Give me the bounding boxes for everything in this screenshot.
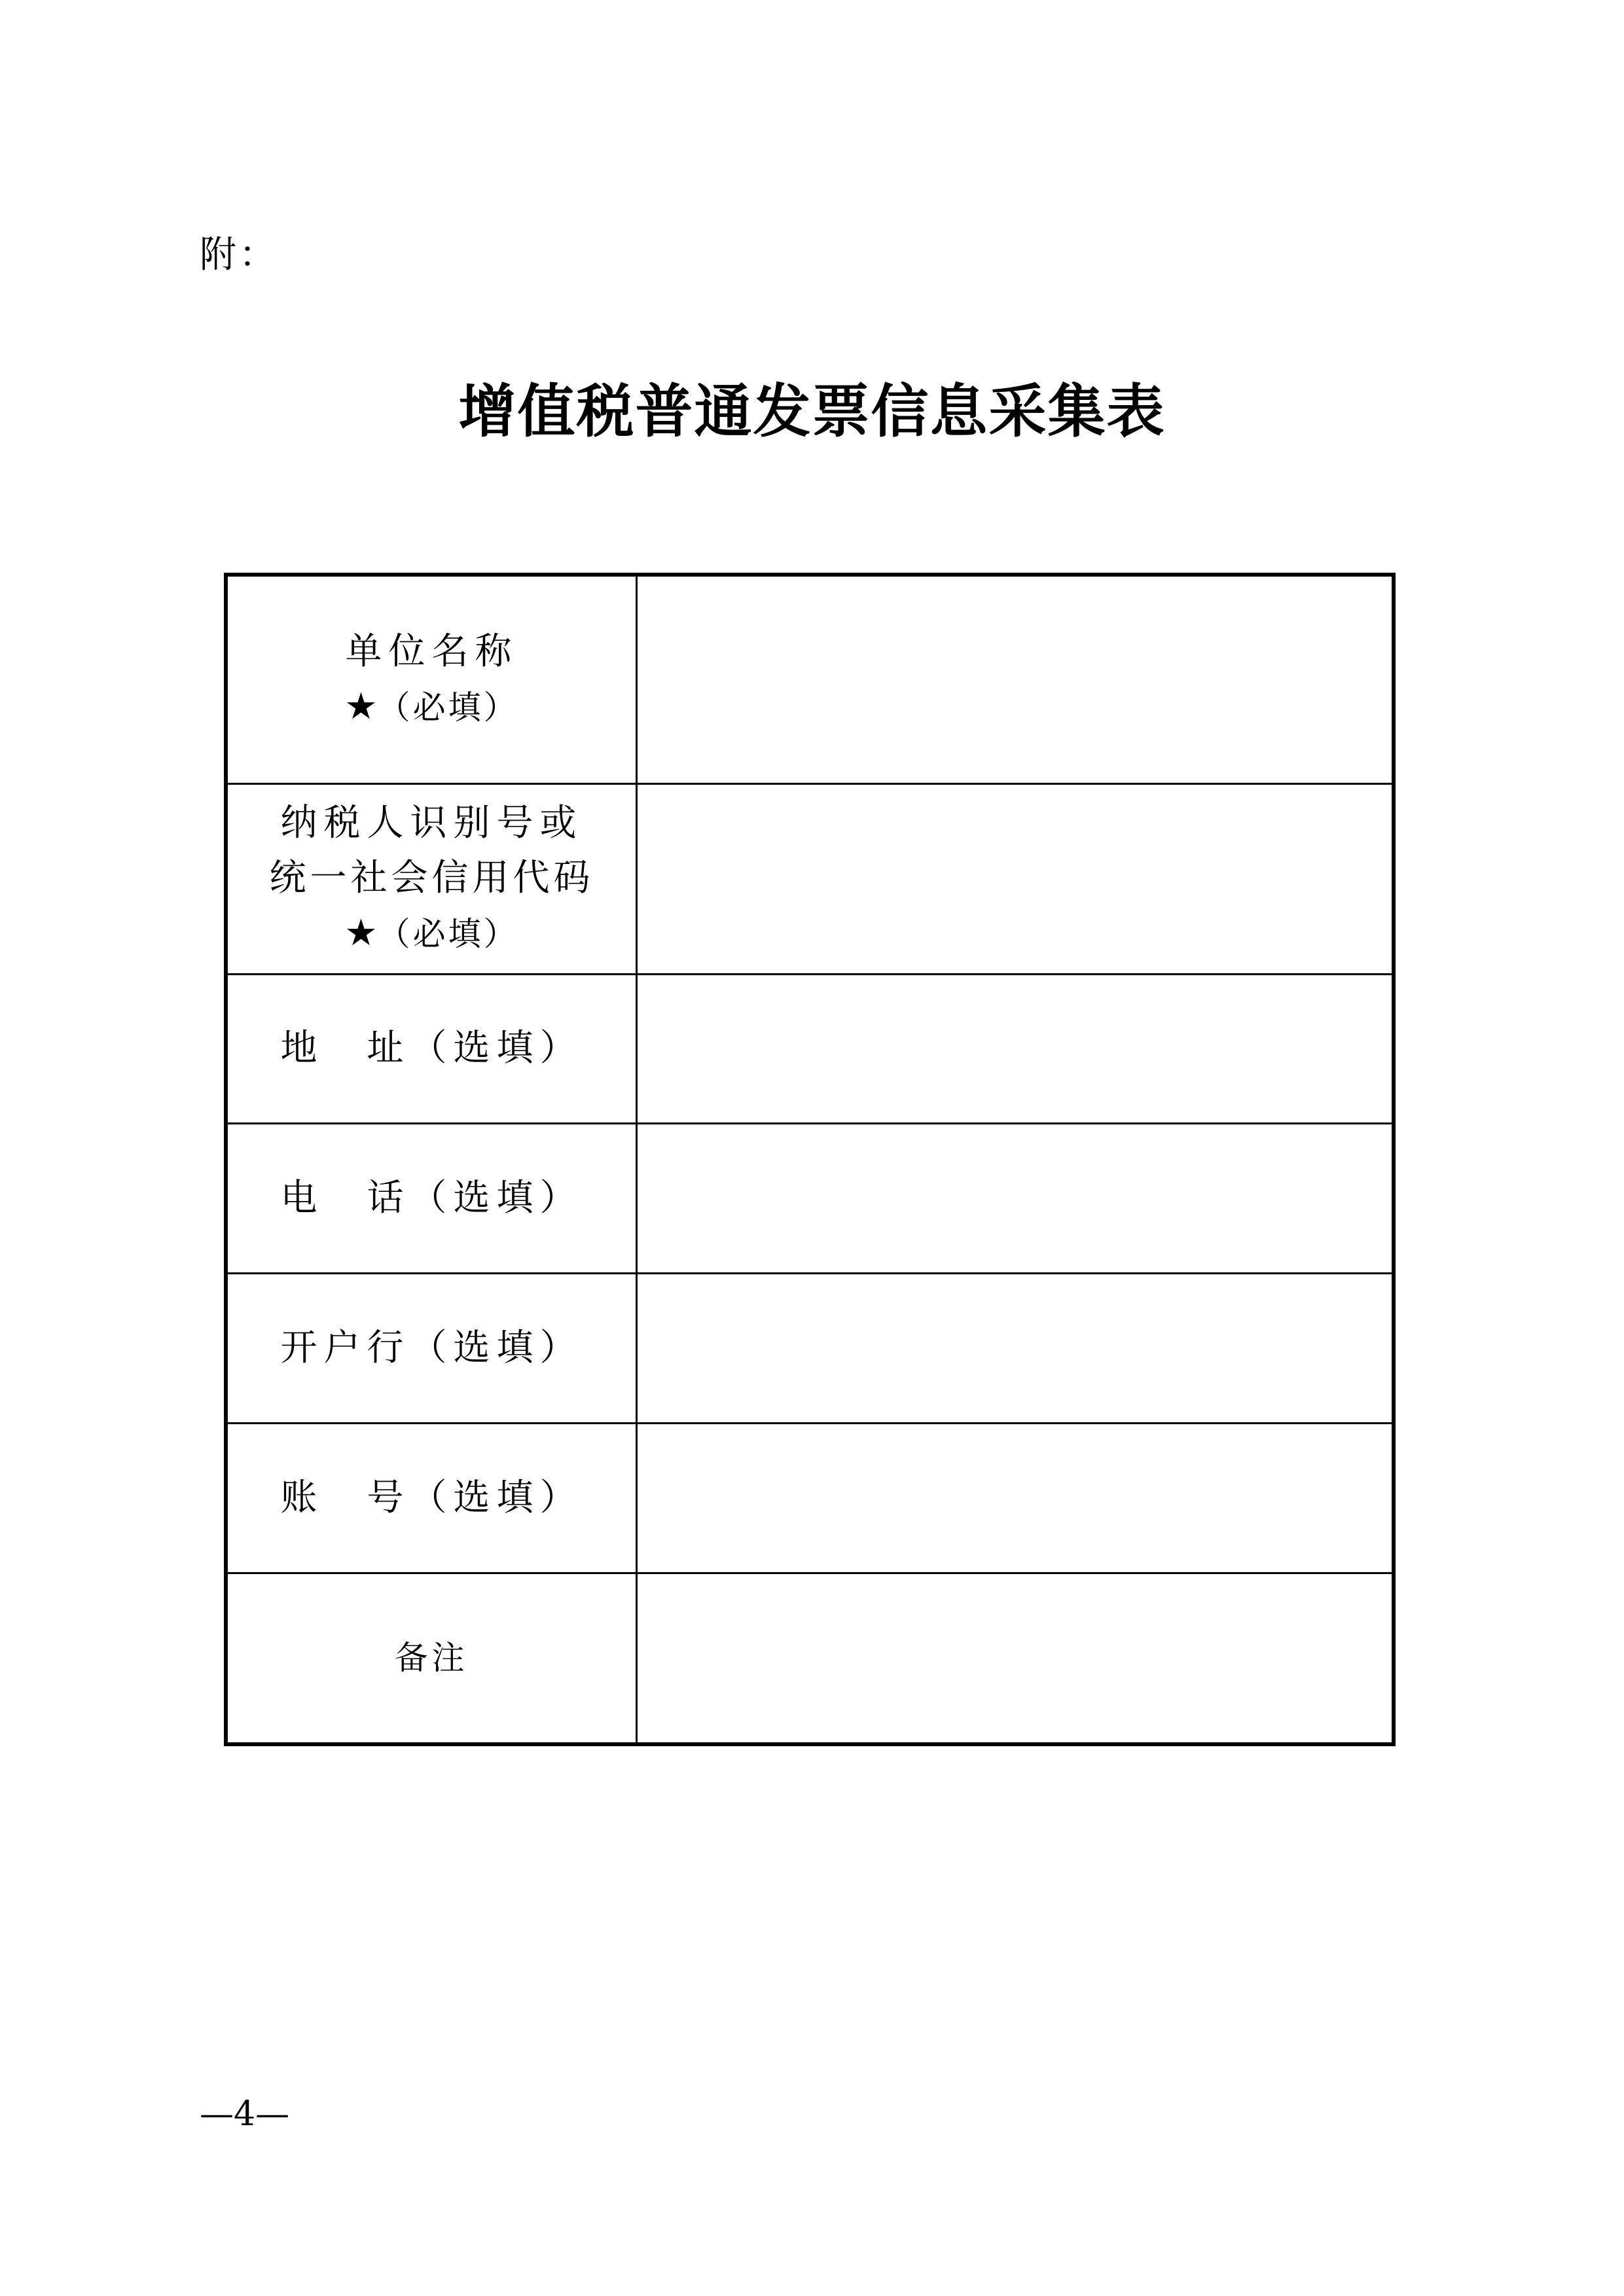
attachment-label: 附：: [200, 234, 278, 276]
required-marker: [228, 906, 636, 961]
invoice-info-table: [224, 573, 1396, 1746]
label-text: 单位名称: [345, 630, 518, 673]
required-marker: [228, 679, 636, 735]
table-row-remarks: [226, 1573, 1394, 1744]
star-icon: ★: [344, 685, 378, 728]
label-text: 开户行（选填）: [280, 1326, 583, 1369]
label-tax-id: [226, 783, 637, 974]
label-address: [226, 974, 637, 1124]
label-text: 账 号（选填）: [280, 1476, 583, 1519]
page-number: —4—: [200, 2094, 290, 2134]
required-text: （必填）: [377, 688, 519, 726]
document-title: 增值税普通发票信息采集表: [458, 377, 1166, 445]
label-bank: [226, 1274, 637, 1424]
star-icon: ★: [344, 912, 378, 955]
value-phone[interactable]: [637, 1124, 1394, 1274]
label-text: 电 话（选填）: [280, 1177, 583, 1220]
table-row-bank: [226, 1274, 1394, 1424]
table-row-tax-id: [226, 783, 1394, 974]
table-row-account: [226, 1423, 1394, 1573]
value-address[interactable]: [637, 974, 1394, 1124]
label-remarks: [226, 1573, 637, 1744]
required-text: （必填）: [377, 915, 519, 954]
label-phone: [226, 1124, 637, 1274]
label-account: [226, 1423, 637, 1573]
table-row-phone: [226, 1124, 1394, 1274]
label-text: 备注: [395, 1639, 469, 1677]
table-row-company-name: [226, 575, 1394, 783]
value-tax-id[interactable]: [637, 783, 1394, 974]
value-remarks[interactable]: [637, 1573, 1394, 1744]
label-text: 统一社会信用代码: [269, 857, 594, 900]
label-company-name: [226, 575, 637, 783]
table-row-address: [226, 974, 1394, 1124]
value-account[interactable]: [637, 1423, 1394, 1573]
label-text: 地 址（选填）: [280, 1027, 583, 1070]
value-company-name[interactable]: [637, 575, 1394, 783]
value-bank[interactable]: [637, 1274, 1394, 1424]
label-text: 纳税人识别号或: [280, 802, 583, 845]
